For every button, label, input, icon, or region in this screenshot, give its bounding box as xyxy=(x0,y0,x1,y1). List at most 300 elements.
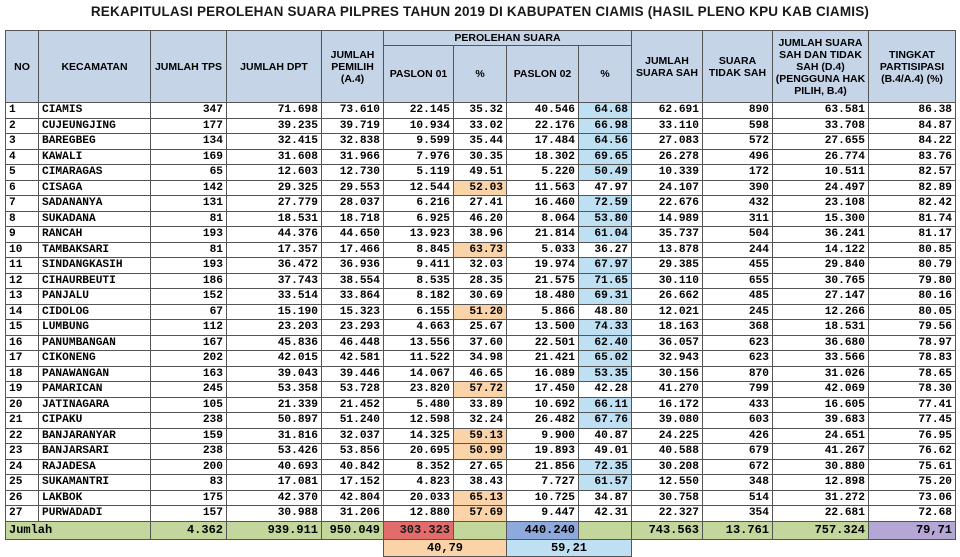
table-row xyxy=(6,289,956,305)
row-kecamatan: CIMARAGAS xyxy=(39,165,151,181)
row-pct-02: 49.01 xyxy=(579,444,632,460)
row-pct-01: 38.43 xyxy=(454,475,507,491)
row-tidak-sah: 368 xyxy=(703,320,773,336)
row-paslon-02: 21.856 xyxy=(507,459,579,475)
row-pct-02: 66.98 xyxy=(579,118,632,134)
row-paslon-01: 6.925 xyxy=(384,211,454,227)
row-pct-01: 46.20 xyxy=(454,211,507,227)
table-row xyxy=(6,118,956,134)
row-no: 10 xyxy=(6,242,39,258)
row-dpt: 32.415 xyxy=(227,134,322,150)
table-footer xyxy=(6,521,956,556)
row-pct-02: 67.76 xyxy=(579,413,632,429)
row-pemilih: 39.446 xyxy=(322,366,384,382)
row-sah-tidak-sah: 14.122 xyxy=(773,242,869,258)
row-paslon-02: 21.814 xyxy=(507,227,579,243)
row-partisipasi: 77.41 xyxy=(869,397,956,413)
row-pct-01: 33.02 xyxy=(454,118,507,134)
row-tps: 131 xyxy=(151,196,227,212)
row-pct-01: 25.67 xyxy=(454,320,507,336)
row-kecamatan: PANUMBANGAN xyxy=(39,335,151,351)
row-no: 11 xyxy=(6,258,39,274)
row-tps: 65 xyxy=(151,165,227,181)
row-sah-tidak-sah: 24.497 xyxy=(773,180,869,196)
row-no: 16 xyxy=(6,335,39,351)
row-sah-tidak-sah: 15.300 xyxy=(773,211,869,227)
row-tps: 186 xyxy=(151,273,227,289)
row-paslon-02: 9.447 xyxy=(507,506,579,522)
row-sah-tidak-sah: 33.566 xyxy=(773,351,869,367)
row-pct-01: 30.69 xyxy=(454,289,507,305)
row-pemilih: 32.838 xyxy=(322,134,384,150)
row-no: 21 xyxy=(6,413,39,429)
table-row xyxy=(6,366,956,382)
row-suara-sah: 33.110 xyxy=(632,118,703,134)
row-sah-tidak-sah: 33.708 xyxy=(773,118,869,134)
row-paslon-02: 19.893 xyxy=(507,444,579,460)
header-perolehan-suara: PEROLEHAN SUARA xyxy=(384,31,632,46)
row-kecamatan: BANJARANYAR xyxy=(39,428,151,444)
row-tps: 152 xyxy=(151,289,227,305)
row-tps: 159 xyxy=(151,428,227,444)
row-pct-02: 48.80 xyxy=(579,304,632,320)
row-paslon-02: 9.900 xyxy=(507,428,579,444)
row-partisipasi: 79.56 xyxy=(869,320,956,336)
row-pemilih: 53.856 xyxy=(322,444,384,460)
row-pct-02: 53.80 xyxy=(579,211,632,227)
total-label: Jumlah xyxy=(6,521,151,539)
row-paslon-02: 16.460 xyxy=(507,196,579,212)
row-suara-sah: 10.339 xyxy=(632,165,703,181)
row-paslon-02: 18.302 xyxy=(507,149,579,165)
row-pemilih: 42.804 xyxy=(322,490,384,506)
row-paslon-02: 16.089 xyxy=(507,366,579,382)
row-partisipasi: 80.79 xyxy=(869,258,956,274)
row-partisipasi: 78.83 xyxy=(869,351,956,367)
total-pct-row xyxy=(6,539,956,556)
row-sah-tidak-sah: 39.683 xyxy=(773,413,869,429)
row-pct-02: 69.65 xyxy=(579,149,632,165)
row-kecamatan: PURWADADI xyxy=(39,506,151,522)
row-paslon-01: 5.480 xyxy=(384,397,454,413)
table-row xyxy=(6,428,956,444)
row-tidak-sah: 504 xyxy=(703,227,773,243)
row-paslon-02: 21.575 xyxy=(507,273,579,289)
row-paslon-01: 8.182 xyxy=(384,289,454,305)
row-pemilih: 39.719 xyxy=(322,118,384,134)
row-kecamatan: TAMBAKSARI xyxy=(39,242,151,258)
row-tidak-sah: 623 xyxy=(703,335,773,351)
row-pct-02: 64.68 xyxy=(579,103,632,119)
row-partisipasi: 76.95 xyxy=(869,428,956,444)
row-pct-02: 50.49 xyxy=(579,165,632,181)
table-row xyxy=(6,149,956,165)
row-pct-01: 46.65 xyxy=(454,366,507,382)
row-tps: 238 xyxy=(151,444,227,460)
row-no: 19 xyxy=(6,382,39,398)
row-tidak-sah: 390 xyxy=(703,180,773,196)
row-tidak-sah: 245 xyxy=(703,304,773,320)
row-sah-tidak-sah: 29.840 xyxy=(773,258,869,274)
table-row xyxy=(6,413,956,429)
row-tps: 134 xyxy=(151,134,227,150)
header-jumlah-tps: JUMLAH TPS xyxy=(151,31,227,103)
row-sah-tidak-sah: 30.765 xyxy=(773,273,869,289)
row-sah-tidak-sah: 12.266 xyxy=(773,304,869,320)
header-tidak-sah: SUARA TIDAK SAH xyxy=(703,31,773,103)
row-no: 12 xyxy=(6,273,39,289)
total-pct-02-empty xyxy=(579,521,632,539)
row-paslon-02: 26.482 xyxy=(507,413,579,429)
row-suara-sah: 26.278 xyxy=(632,149,703,165)
row-tps: 67 xyxy=(151,304,227,320)
row-kecamatan: CUJEUNGJING xyxy=(39,118,151,134)
table-row xyxy=(6,304,956,320)
row-sah-tidak-sah: 42.069 xyxy=(773,382,869,398)
row-paslon-01: 8.352 xyxy=(384,459,454,475)
row-no: 14 xyxy=(6,304,39,320)
row-tidak-sah: 426 xyxy=(703,428,773,444)
row-pemilih: 42.581 xyxy=(322,351,384,367)
row-partisipasi: 80.16 xyxy=(869,289,956,305)
header-sah-tidak-sah: JUMLAH SUARA SAH DAN TIDAK SAH (D.4) (PENGGUNA HAK PILIH, B.4) xyxy=(773,31,869,103)
row-paslon-02: 22.501 xyxy=(507,335,579,351)
row-pct-02: 62.40 xyxy=(579,335,632,351)
row-pct-02: 34.87 xyxy=(579,490,632,506)
row-no: 1 xyxy=(6,103,39,119)
row-pemilih: 51.240 xyxy=(322,413,384,429)
row-dpt: 36.472 xyxy=(227,258,322,274)
row-pct-01: 49.51 xyxy=(454,165,507,181)
table-row xyxy=(6,180,956,196)
row-pemilih: 36.936 xyxy=(322,258,384,274)
row-paslon-01: 4.823 xyxy=(384,475,454,491)
row-dpt: 27.779 xyxy=(227,196,322,212)
row-tidak-sah: 348 xyxy=(703,475,773,491)
row-partisipasi: 82.57 xyxy=(869,165,956,181)
row-tidak-sah: 433 xyxy=(703,397,773,413)
row-suara-sah: 12.021 xyxy=(632,304,703,320)
row-pct-02: 72.59 xyxy=(579,196,632,212)
row-sah-tidak-sah: 26.774 xyxy=(773,149,869,165)
row-tidak-sah: 799 xyxy=(703,382,773,398)
row-pemilih: 31.206 xyxy=(322,506,384,522)
row-pct-02: 67.97 xyxy=(579,258,632,274)
row-partisipasi: 80.85 xyxy=(869,242,956,258)
header-paslon-01: PASLON 01 xyxy=(384,46,454,103)
row-no: 27 xyxy=(6,506,39,522)
row-tps: 202 xyxy=(151,351,227,367)
row-partisipasi: 75.61 xyxy=(869,459,956,475)
row-sah-tidak-sah: 27.147 xyxy=(773,289,869,305)
row-no: 24 xyxy=(6,459,39,475)
row-tidak-sah: 679 xyxy=(703,444,773,460)
row-dpt: 18.531 xyxy=(227,211,322,227)
row-kecamatan: RAJADESA xyxy=(39,459,151,475)
row-pemilih: 15.323 xyxy=(322,304,384,320)
row-no: 18 xyxy=(6,366,39,382)
row-tps: 163 xyxy=(151,366,227,382)
table-row xyxy=(6,351,956,367)
row-paslon-01: 12.880 xyxy=(384,506,454,522)
header-partisipasi: TINGKAT PARTISIPASI (B.4/A.4) (%) xyxy=(869,31,956,103)
row-suara-sah: 14.989 xyxy=(632,211,703,227)
row-pct-02: 42.28 xyxy=(579,382,632,398)
row-kecamatan: LAKBOK xyxy=(39,490,151,506)
row-paslon-02: 18.480 xyxy=(507,289,579,305)
row-dpt: 71.698 xyxy=(227,103,322,119)
row-pct-01: 27.65 xyxy=(454,459,507,475)
row-dpt: 42.370 xyxy=(227,490,322,506)
row-partisipasi: 84.87 xyxy=(869,118,956,134)
row-kecamatan: CIDOLOG xyxy=(39,304,151,320)
row-pct-01: 30.35 xyxy=(454,149,507,165)
row-suara-sah: 32.943 xyxy=(632,351,703,367)
row-paslon-02: 17.484 xyxy=(507,134,579,150)
row-kecamatan: PAMARICAN xyxy=(39,382,151,398)
row-pct-01: 32.24 xyxy=(454,413,507,429)
row-paslon-01: 4.663 xyxy=(384,320,454,336)
row-suara-sah: 29.385 xyxy=(632,258,703,274)
table-row xyxy=(6,134,956,150)
header-no: NO xyxy=(6,31,39,103)
row-pct-02: 65.02 xyxy=(579,351,632,367)
table-row xyxy=(6,273,956,289)
row-sah-tidak-sah: 31.026 xyxy=(773,366,869,382)
row-sah-tidak-sah: 24.651 xyxy=(773,428,869,444)
row-pct-02: 61.57 xyxy=(579,475,632,491)
row-suara-sah: 41.270 xyxy=(632,382,703,398)
row-no: 17 xyxy=(6,351,39,367)
header-jumlah-pemilih: JUMLAH PEMILIH (A.4) xyxy=(322,31,384,103)
row-partisipasi: 72.68 xyxy=(869,506,956,522)
row-paslon-01: 12.598 xyxy=(384,413,454,429)
row-dpt: 40.693 xyxy=(227,459,322,475)
header-jumlah-dpt: JUMLAH DPT xyxy=(227,31,322,103)
row-tidak-sah: 623 xyxy=(703,351,773,367)
row-paslon-01: 11.522 xyxy=(384,351,454,367)
total-paslon-01: 303.323 xyxy=(384,521,454,539)
row-kecamatan: CISAGA xyxy=(39,180,151,196)
row-paslon-01: 20.033 xyxy=(384,490,454,506)
row-paslon-01: 14.325 xyxy=(384,428,454,444)
row-sah-tidak-sah: 36.680 xyxy=(773,335,869,351)
row-tidak-sah: 514 xyxy=(703,490,773,506)
row-paslon-01: 13.556 xyxy=(384,335,454,351)
row-pemilih: 44.650 xyxy=(322,227,384,243)
header-pct-01: % xyxy=(454,46,507,103)
row-kecamatan: CIAMIS xyxy=(39,103,151,119)
row-tps: 105 xyxy=(151,397,227,413)
row-no: 20 xyxy=(6,397,39,413)
row-pct-02: 61.04 xyxy=(579,227,632,243)
row-suara-sah: 30.758 xyxy=(632,490,703,506)
row-pemilih: 21.452 xyxy=(322,397,384,413)
row-tps: 169 xyxy=(151,149,227,165)
row-pct-02: 74.33 xyxy=(579,320,632,336)
row-sah-tidak-sah: 30.880 xyxy=(773,459,869,475)
row-kecamatan: BAREGBEG xyxy=(39,134,151,150)
row-paslon-02: 5.220 xyxy=(507,165,579,181)
row-suara-sah: 30.156 xyxy=(632,366,703,382)
total-row xyxy=(6,521,956,539)
row-pct-01: 37.60 xyxy=(454,335,507,351)
row-suara-sah: 12.550 xyxy=(632,475,703,491)
row-pemilih: 23.293 xyxy=(322,320,384,336)
table-body xyxy=(6,103,956,522)
row-tidak-sah: 870 xyxy=(703,366,773,382)
row-paslon-01: 8.535 xyxy=(384,273,454,289)
table-row xyxy=(6,242,956,258)
row-no: 7 xyxy=(6,196,39,212)
table-row xyxy=(6,490,956,506)
row-pemilih: 18.718 xyxy=(322,211,384,227)
row-sah-tidak-sah: 12.898 xyxy=(773,475,869,491)
row-pct-02: 42.31 xyxy=(579,506,632,522)
row-sah-tidak-sah: 18.531 xyxy=(773,320,869,336)
row-dpt: 31.608 xyxy=(227,149,322,165)
row-paslon-01: 20.695 xyxy=(384,444,454,460)
row-paslon-01: 5.119 xyxy=(384,165,454,181)
row-pemilih: 29.553 xyxy=(322,180,384,196)
table-row xyxy=(6,196,956,212)
row-no: 26 xyxy=(6,490,39,506)
row-partisipasi: 78.97 xyxy=(869,335,956,351)
row-pemilih: 32.037 xyxy=(322,428,384,444)
row-paslon-02: 5.033 xyxy=(507,242,579,258)
row-partisipasi: 86.38 xyxy=(869,103,956,119)
table-row xyxy=(6,397,956,413)
row-tps: 112 xyxy=(151,320,227,336)
row-kecamatan: SUKAMANTRI xyxy=(39,475,151,491)
row-paslon-01: 22.145 xyxy=(384,103,454,119)
table-row xyxy=(6,258,956,274)
row-paslon-02: 13.500 xyxy=(507,320,579,336)
total-paslon-02: 440.240 xyxy=(507,521,579,539)
row-no: 3 xyxy=(6,134,39,150)
row-partisipasi: 81.17 xyxy=(869,227,956,243)
header-suara-sah: JUMLAH SUARA SAH xyxy=(632,31,703,103)
table-row xyxy=(6,227,956,243)
row-no: 9 xyxy=(6,227,39,243)
table-row xyxy=(6,459,956,475)
row-paslon-02: 7.727 xyxy=(507,475,579,491)
row-pemilih: 73.610 xyxy=(322,103,384,119)
table-row xyxy=(6,506,956,522)
row-sah-tidak-sah: 36.241 xyxy=(773,227,869,243)
row-pemilih: 53.728 xyxy=(322,382,384,398)
row-dpt: 53.358 xyxy=(227,382,322,398)
row-kecamatan: LUMBUNG xyxy=(39,320,151,336)
row-sah-tidak-sah: 41.267 xyxy=(773,444,869,460)
row-kecamatan: SADANANYA xyxy=(39,196,151,212)
row-partisipasi: 81.74 xyxy=(869,211,956,227)
row-no: 4 xyxy=(6,149,39,165)
row-kecamatan: CIKONENG xyxy=(39,351,151,367)
row-pemilih: 38.554 xyxy=(322,273,384,289)
table-row xyxy=(6,103,956,119)
row-no: 8 xyxy=(6,211,39,227)
row-paslon-01: 8.845 xyxy=(384,242,454,258)
row-pct-02: 72.35 xyxy=(579,459,632,475)
total-tps: 4.362 xyxy=(151,521,227,539)
row-dpt: 42.015 xyxy=(227,351,322,367)
row-pct-02: 71.65 xyxy=(579,273,632,289)
row-sah-tidak-sah: 23.108 xyxy=(773,196,869,212)
row-paslon-01: 6.216 xyxy=(384,196,454,212)
row-no: 15 xyxy=(6,320,39,336)
row-no: 25 xyxy=(6,475,39,491)
row-tidak-sah: 244 xyxy=(703,242,773,258)
row-dpt: 17.081 xyxy=(227,475,322,491)
row-paslon-01: 13.923 xyxy=(384,227,454,243)
row-kecamatan: RANCAH xyxy=(39,227,151,243)
row-no: 22 xyxy=(6,428,39,444)
row-pct-01: 32.03 xyxy=(454,258,507,274)
row-dpt: 23.203 xyxy=(227,320,322,336)
row-paslon-01: 23.820 xyxy=(384,382,454,398)
row-pct-02: 69.31 xyxy=(579,289,632,305)
row-tidak-sah: 354 xyxy=(703,506,773,522)
row-no: 23 xyxy=(6,444,39,460)
row-pct-01: 38.96 xyxy=(454,227,507,243)
row-suara-sah: 30.208 xyxy=(632,459,703,475)
row-tidak-sah: 455 xyxy=(703,258,773,274)
row-partisipasi: 78.30 xyxy=(869,382,956,398)
row-tps: 81 xyxy=(151,211,227,227)
row-tps: 157 xyxy=(151,506,227,522)
row-paslon-02: 40.546 xyxy=(507,103,579,119)
row-suara-sah: 18.163 xyxy=(632,320,703,336)
row-tps: 193 xyxy=(151,227,227,243)
row-suara-sah: 30.110 xyxy=(632,273,703,289)
table-row xyxy=(6,475,956,491)
row-tps: 238 xyxy=(151,413,227,429)
total-pct-paslon-02: 59,21 xyxy=(507,539,632,556)
total-dpt: 939.911 xyxy=(227,521,322,539)
table-row xyxy=(6,444,956,460)
total-suara-sah: 743.563 xyxy=(632,521,703,539)
row-suara-sah: 40.588 xyxy=(632,444,703,460)
row-dpt: 39.235 xyxy=(227,118,322,134)
row-kecamatan: PANAWANGAN xyxy=(39,366,151,382)
row-partisipasi: 84.22 xyxy=(869,134,956,150)
table-header xyxy=(6,31,956,103)
row-pct-02: 40.87 xyxy=(579,428,632,444)
table-row xyxy=(6,211,956,227)
row-pct-01: 65.13 xyxy=(454,490,507,506)
table-row xyxy=(6,165,956,181)
row-no: 2 xyxy=(6,118,39,134)
row-pemilih: 31.966 xyxy=(322,149,384,165)
row-partisipasi: 82.42 xyxy=(869,196,956,212)
header-paslon-02: PASLON 02 xyxy=(507,46,579,103)
header-kecamatan: KECAMATAN xyxy=(39,31,151,103)
row-partisipasi: 77.45 xyxy=(869,413,956,429)
row-dpt: 21.339 xyxy=(227,397,322,413)
row-pct-01: 33.89 xyxy=(454,397,507,413)
row-pct-01: 63.73 xyxy=(454,242,507,258)
row-pct-01: 50.99 xyxy=(454,444,507,460)
row-paslon-02: 10.692 xyxy=(507,397,579,413)
row-paslon-01: 14.067 xyxy=(384,366,454,382)
row-paslon-02: 10.725 xyxy=(507,490,579,506)
row-no: 6 xyxy=(6,180,39,196)
row-sah-tidak-sah: 31.272 xyxy=(773,490,869,506)
row-partisipasi: 78.65 xyxy=(869,366,956,382)
row-suara-sah: 16.172 xyxy=(632,397,703,413)
row-pct-01: 35.44 xyxy=(454,134,507,150)
